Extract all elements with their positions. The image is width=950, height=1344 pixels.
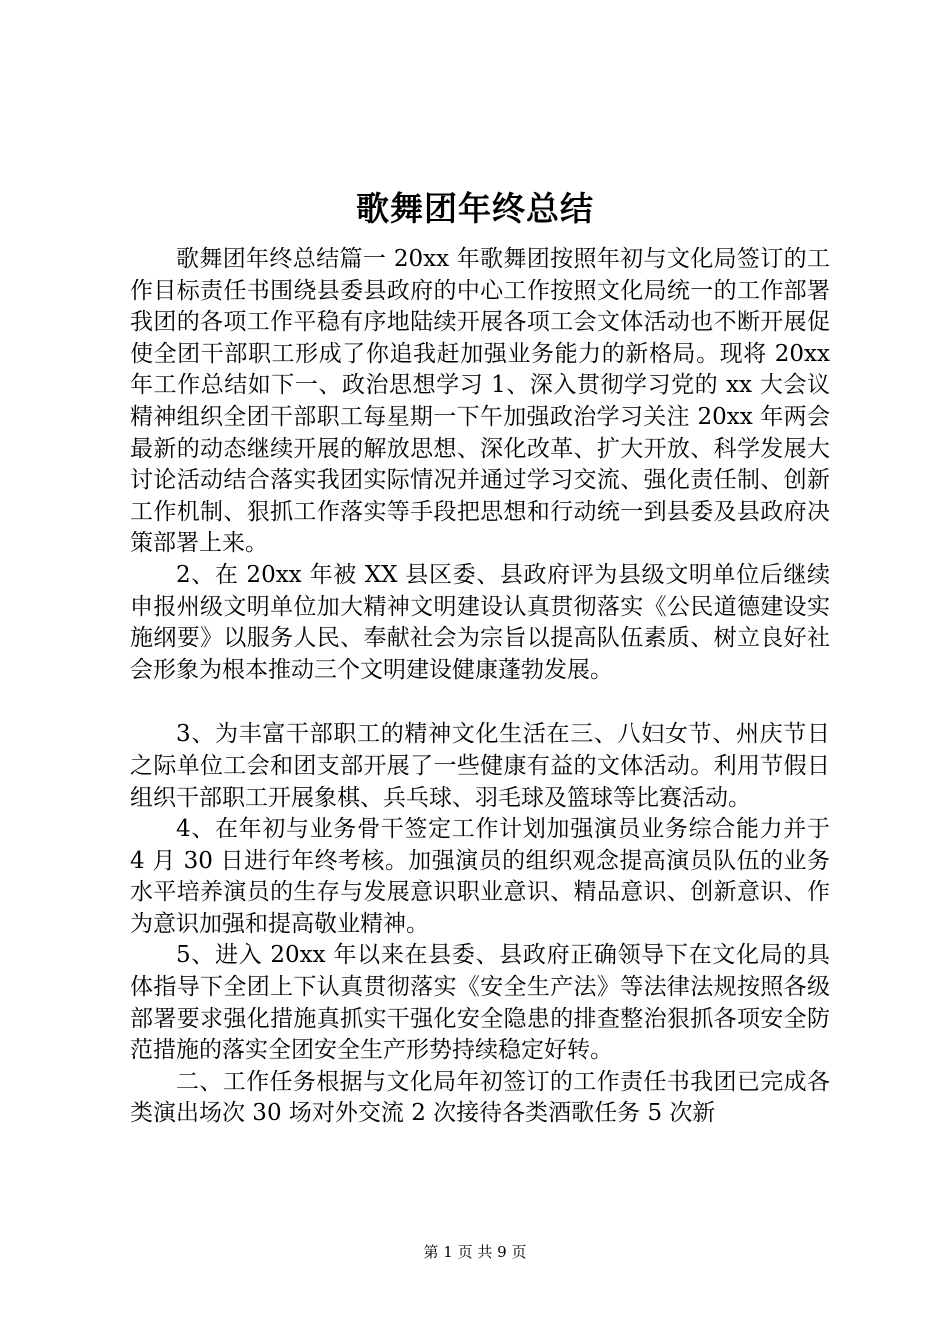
paragraph-item-2: 2、在 20xx 年被 XX 县区委、县政府评为县级文明单位后继续申报州级文明单位加大精神文明建设认真贯彻落实《公民道德建设实施纲要》以服务人民、奉献社会为宗旨以提高队伍素质、树立良好社会形象为根本推动三个文明建设健康蓬勃发展。 [130, 561, 830, 683]
document-body [130, 244, 830, 1130]
document-title: 歌舞团年终总结 [356, 189, 594, 228]
paragraph-intro: 歌舞团年终总结篇一 20xx 年歌舞团按照年初与文化局签订的工作目标责任书围绕县委县政府的中心工作按照文化局统一的工作部署我团的各项工作平稳有序地陆续开展各项工会文体活动也不断开展促使全团干部职工形成了你追我赶加强业务能力的新格局。现将 20xx 年工作总结如下一、政治思想学习 1、深入贯彻学习党的 xx 大会议精神组织全团干部职工每星期一下午加强政治学习关注 20xx 年两会最新的动态继续开展的解放思想、深化改革、扩大开放、科学发展大讨论活动结合落实我团实际情况并通过学习交流、强化责任制、创新工作机制、狠抓工作落实等手段把思想和行动统一到县委及县政府决策部署上来。 [130, 246, 830, 557]
paragraph-section-2: 二、工作任务根据与文化局年初签订的工作责任书我团已完成各类演出场次 30 场对外交流 2 次接待各类酒歌任务 5 次新 [130, 1068, 830, 1127]
paragraph-item-3: 3、为丰富干部职工的精神文化生活在三、八妇女节、州庆节日之际单位工会和团支部开展了一些健康有益的文体活动。利用节假日组织干部职工开展象棋、兵乓球、羽毛球及篮球等比赛活动。 [130, 721, 830, 811]
paragraph-item-4: 4、在年初与业务骨干签定工作计划加强演员业务综合能力并于 4 月 30 日进行年终考核。加强演员的组织观念提高演员队伍的业务水平培养演员的生存与发展意识职业意识、精品意识、创新意识、作为意识加强和提高敬业精神。 [130, 816, 830, 937]
paragraph-item-5: 5、进入 20xx 年以来在县委、县政府正确领导下在文化局的具体指导下全团上下认真贯彻落实《安全生产法》等法律法规按照各级部署要求强化措施真抓实干强化安全隐患的排查整治狠抓各项安全防范措施的落实全团安全生产形势持续稳定好转。 [130, 942, 830, 1064]
page-number: 第 1 页 共 9 页 [423, 1243, 527, 1261]
